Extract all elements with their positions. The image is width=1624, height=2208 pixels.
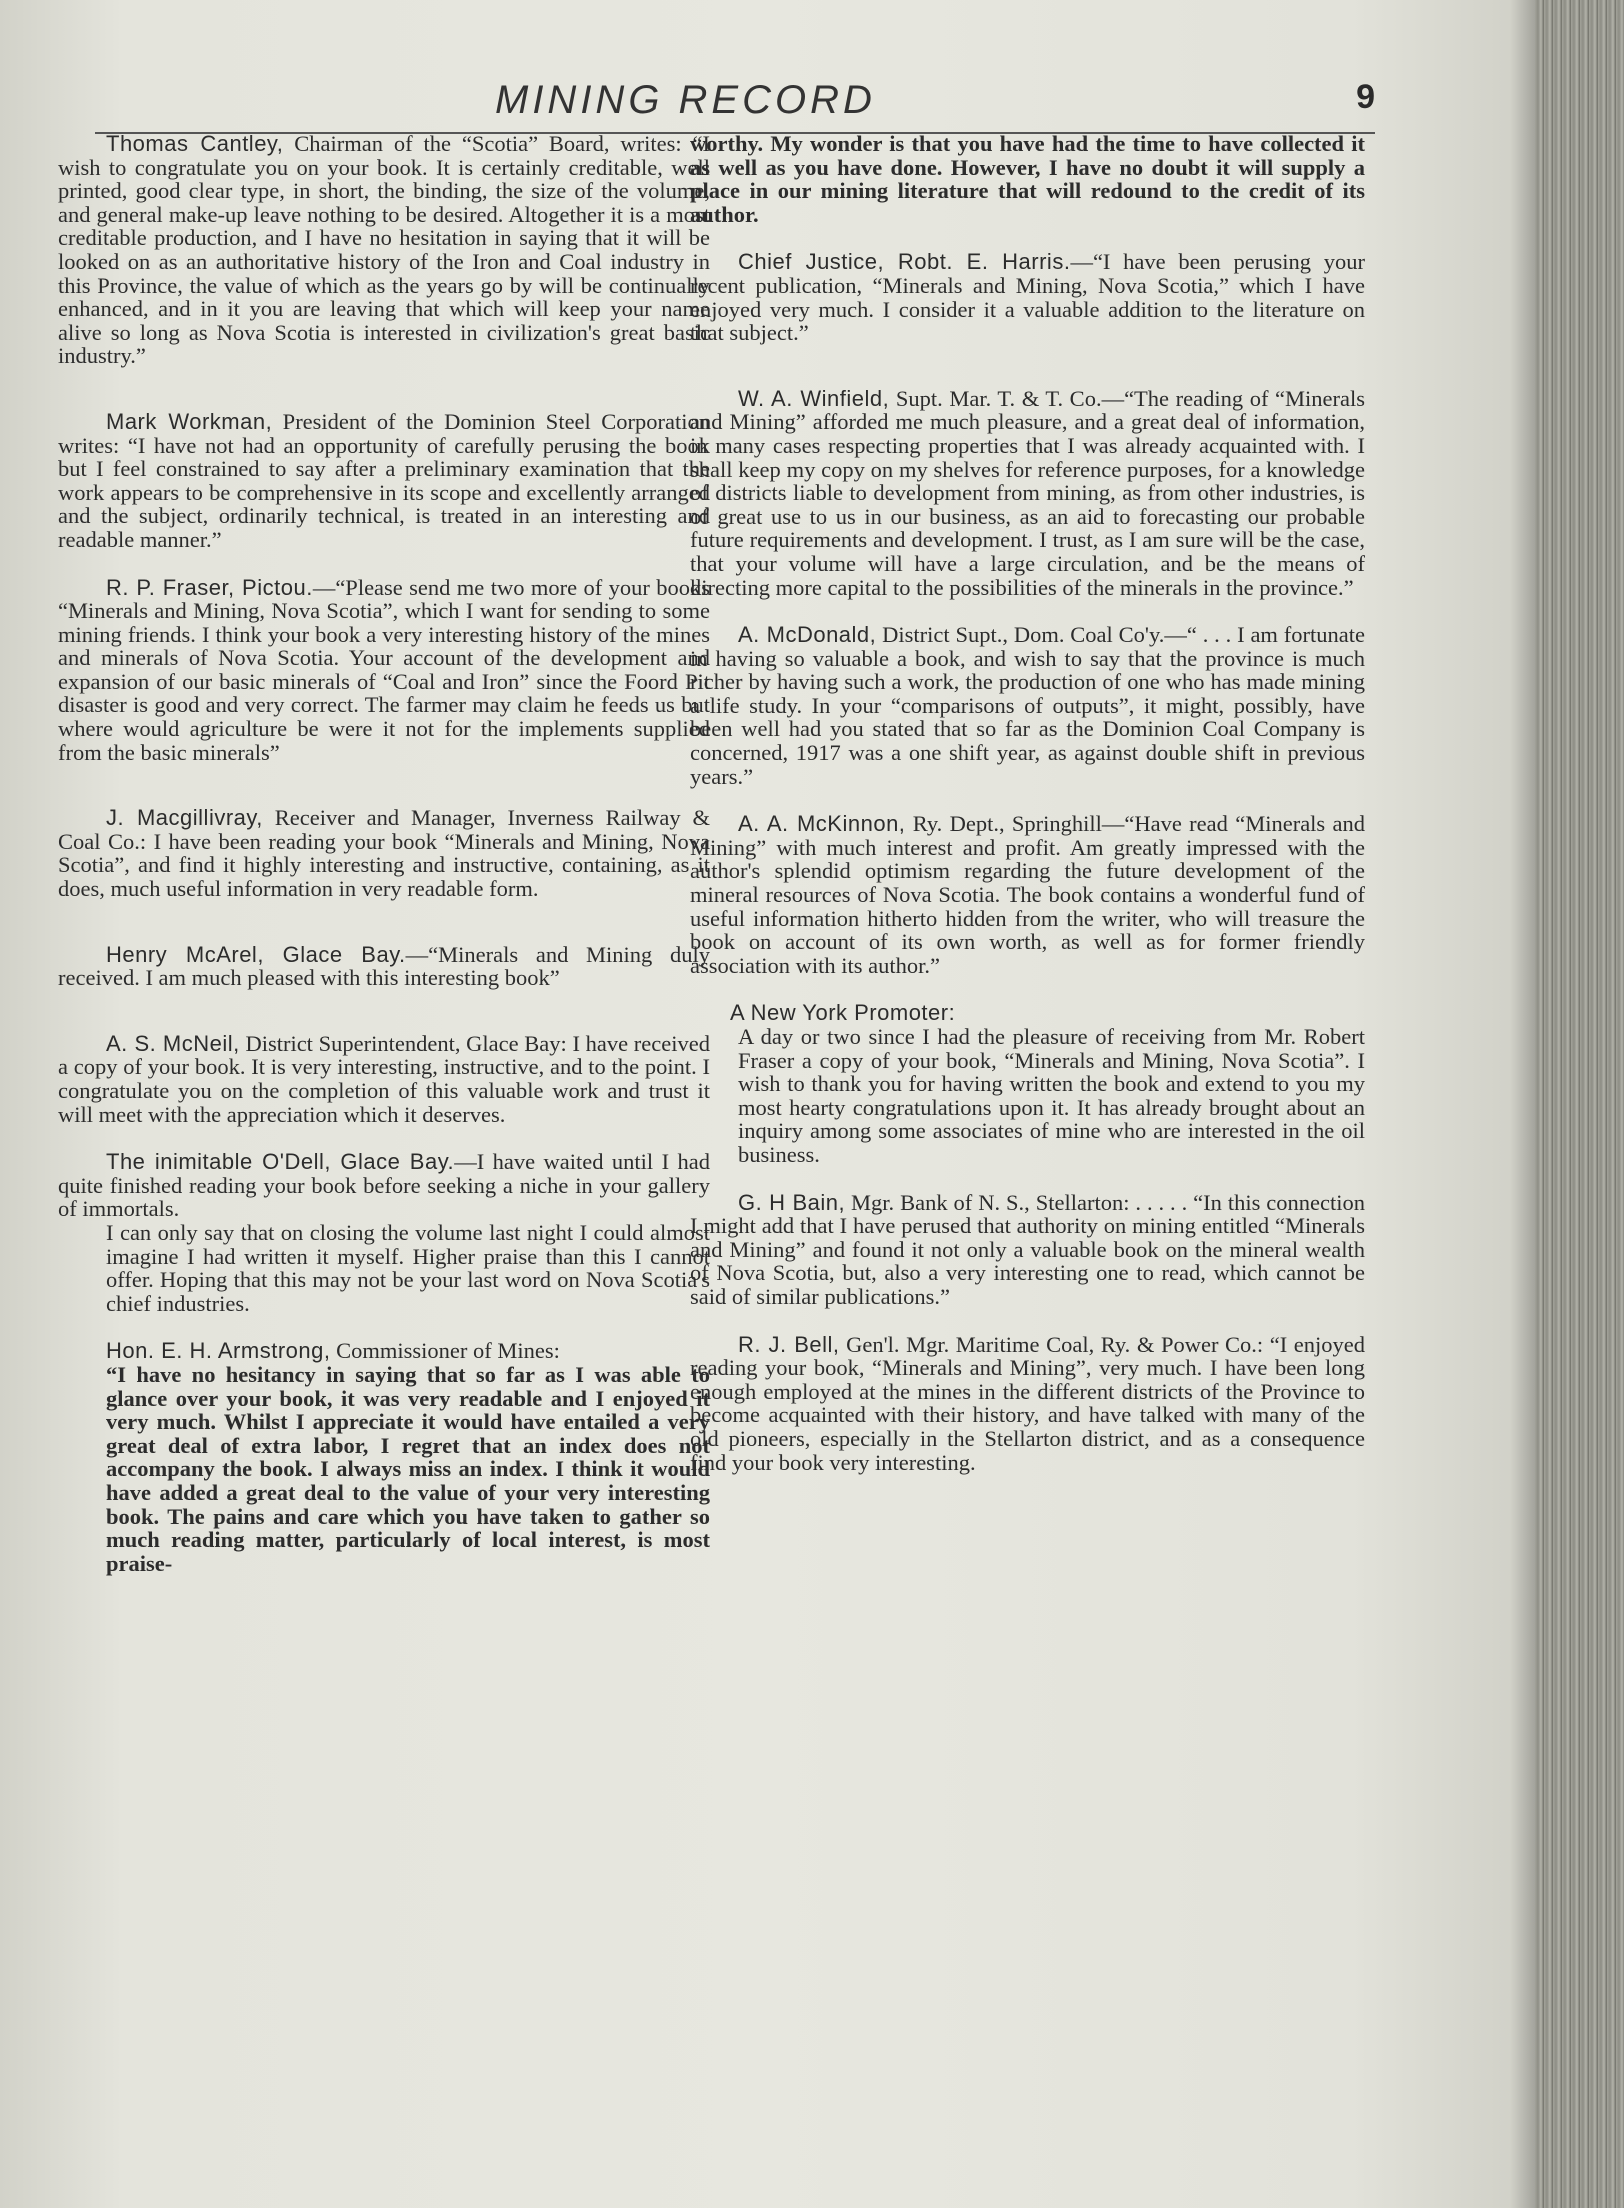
testimonial-promoter-heading	[690, 1001, 1365, 1025]
testimonial-text: worthy. My wonder is that you have had the time to have collected it as well as you have done. However, I have no doubt it will supply a place in our mining literature that will redound to the credit of its author.	[690, 131, 1365, 227]
author-name: Mark Workman,	[106, 408, 273, 434]
testimonial-odell	[58, 1150, 710, 1221]
testimonial-text: Gen'l. Mgr. Maritime Coal, Ry. & Power Co.: “I enjoyed reading your book, “Minerals and Mining”, very much. I have been long enough employed at the mines in the different districts of the Province to become acquainted with their history, and have talked with many of the old pioneers, especially in the Stellarton district, and as a consequence find your book very interesting.	[690, 1331, 1365, 1475]
testimonial-armstrong-quote	[58, 1363, 710, 1575]
testimonial-text: I can only say that on closing the volume last night I could almost imagine I had written it myself. Higher praise than this I cannot offer. Hoping that this may not be your last word on Nova Scotia's chief industries.	[106, 1219, 710, 1316]
testimonial-odell-continued	[58, 1221, 710, 1315]
testimonial-mcdonald	[690, 623, 1365, 788]
testimonial-bell	[690, 1333, 1365, 1475]
testimonial-text: Supt. Mar. T. & T. Co.—“The reading of “Minerals and Mining” afforded me much pleasure, and a great deal of information, in many cases respecting properties that I was already acquainted with. I shall keep my copy on my shelves for reference purposes, for a knowledge of districts liable to development from mining, as from other industries, is of great use to us in our business, as an aid to forecasting our probable future requirements and development. I trust, as I am sure will be the case, that your volume will have a large circulation, and be the means of directing more capital to the possibilities of the minerals in the province.”	[690, 385, 1365, 600]
testimonial-armstrong-continued	[690, 132, 1365, 226]
author-name: J. Macgillivray,	[106, 805, 263, 831]
testimonial-fraser	[58, 576, 710, 765]
testimonial-text: District Supt., Dom. Coal Co'y.—“ . . . I am fortunate in having so valuable a book, and wish to say that the province is much richer by having such a work, the production of one who has made mining a life study. In your “comparisons of outputs”, it might, possibly, have been well had you stated that so far as the Dominion Coal Company is concerned, 1917 was a one shift year, as against double shift in previous years.”	[690, 622, 1365, 789]
author-name: W. A. Winfield,	[738, 385, 890, 411]
author-name: Thomas Cantley,	[106, 131, 284, 156]
testimonial-harris	[690, 250, 1365, 344]
testimonial-mcneil	[58, 1032, 710, 1126]
author-name: Henry McArel, Glace Bay.	[106, 941, 406, 967]
author-name: A. S. McNeil,	[106, 1030, 240, 1056]
testimonial-bain	[690, 1191, 1365, 1309]
testimonial-text: “I have no hesitancy in saying that so far as I was able to glance over your book, it was very readable and I enjoyed it very much. Whilst I appreciate it would have entailed a very great deal of extra labor, I regret that an index does not accompany the book. I always miss an index. I think it would have added a great deal to the value of your very interesting book. The pains and care which you have taken to gather so much reading matter, particularly of local interest, is most praise-	[106, 1361, 710, 1576]
testimonial-text: Mgr. Bank of N. S., Stellarton: . . . . . “In this connection I might add that I have perused that authority on mining entitled “Minerals and Mining” and found it not only a valuable book on the mineral wealth of Nova Scotia, but, also a very interesting one to read, which cannot be said of similar publications.”	[690, 1189, 1365, 1309]
book-page-edges	[1535, 0, 1624, 2208]
author-name: A. A. McKinnon,	[738, 811, 906, 837]
left-column	[58, 132, 710, 1599]
testimonial-workman	[58, 410, 710, 552]
testimonial-text: A day or two since I had the pleasure of receiving from Mr. Robert Fraser a copy of your book, “Minerals and Mining, Nova Scotia”. I wish to thank you for having written the book and extend to you my most hearty congratulations upon it. It has already brought about an inquiry among some associates of mine who are interested in the oil business.	[738, 1024, 1365, 1167]
publication-title: MINING RECORD	[495, 78, 876, 122]
author-name: G. H Bain,	[738, 1189, 846, 1215]
page-number: 9	[1356, 78, 1375, 116]
testimonial-text: —“Minerals and Mining duly received. I am much pleased with this interesting book”	[58, 941, 710, 991]
testimonial-cantley	[58, 132, 710, 368]
testimonial-promoter	[690, 1025, 1365, 1167]
testimonial-macgillivray	[58, 806, 710, 900]
author-name: The inimitable O'Dell, Glace Bay.	[106, 1149, 455, 1175]
author-name: Chief Justice, Robt. E. Harris.	[738, 249, 1071, 275]
testimonial-text: —I have waited until I had quite finished reading your book before seeking a niche in your gallery of immortals.	[58, 1149, 710, 1222]
author-name: A New York Promoter:	[730, 1000, 956, 1026]
testimonial-mcarel	[58, 943, 710, 990]
author-name: R. J. Bell,	[738, 1331, 840, 1357]
testimonial-mckinnon	[690, 812, 1365, 977]
testimonial-text: Commissioner of Mines:	[330, 1338, 560, 1364]
testimonial-text: District Superintendent, Glace Bay: I have received a copy of your book. It is very interesting, instructive, and to the point. I congratulate you on the completion of this valuable work and trust it will meet with the appreciation which it deserves.	[58, 1030, 710, 1127]
testimonial-armstrong	[58, 1339, 710, 1363]
page-header	[95, 78, 1375, 128]
author-name: A. McDonald,	[738, 622, 877, 648]
right-column	[690, 132, 1365, 1498]
testimonial-text: —“I have been perusing your recent publication, “Minerals and Mining, Nova Scotia,” which I have enjoyed very much. I consider it a valuable addition to the literature on that subject.”	[690, 249, 1365, 346]
author-name: Hon. E. H. Armstrong,	[106, 1338, 331, 1364]
testimonial-text: President of the Dominion Steel Corporation writes: “I have not had an opportunity of carefully perusing the book but I feel constrained to say after a preliminary examination that the work appears to be comprehensive in its scope and excellently arranged and the subject, ordinarily technical, is treated in an interesting and readable manner.”	[58, 408, 710, 552]
testimonial-text: —“Please send me two more of your books “Minerals and Mining, Nova Scotia”, which I want for sending to some mining friends. I think your book a very interesting history of the mines and minerals of Nova Scotia. Your account of the development and expansion of our basic minerals of “Coal and Iron” since the Foord Pit disaster is good and very correct. The farmer may claim he feeds us but where would agriculture be were it not for the implements supplied from the basic minerals”	[58, 574, 710, 765]
testimonial-text: Ry. Dept., Springhill—“Have read “Minerals and Mining” with much interest and profit. Am greatly impressed with the author's splendid optimism regarding the future development of the mineral resources of Nova Scotia. The book contains a wonderful fund of useful information hitherto hidden from the writer, who will treasure the book on account of its own worth, as well as for former friendly association with its author.”	[690, 811, 1365, 978]
testimonial-winfield	[690, 387, 1365, 599]
testimonial-text: Receiver and Manager, Inverness Railway & Coal Co.: I have been reading your book “Minerals and Mining, Nova Scotia”, and find it highly interesting and instructive, containing, as it does, much useful information in very readable form.	[58, 805, 710, 902]
testimonial-text: Chairman of the “Scotia” Board, writes: “I wish to congratulate you on your book. It is certainly creditable, well printed, good clear type, in short, the binding, the size of the volume, and general make-up leave nothing to be desired. Altogether it is a most creditable production, and I have no hesitation in saying that it will be looked on as an authoritative history of the Iron and Coal industry in this Province, the value of which as the years go by will be continually enhanced, and in it you are leaving that which will keep your name alive so long as Nova Scotia is interested in civilization's great basic industry.”	[58, 131, 711, 369]
author-name: R. P. Fraser, Pictou.	[106, 574, 313, 600]
